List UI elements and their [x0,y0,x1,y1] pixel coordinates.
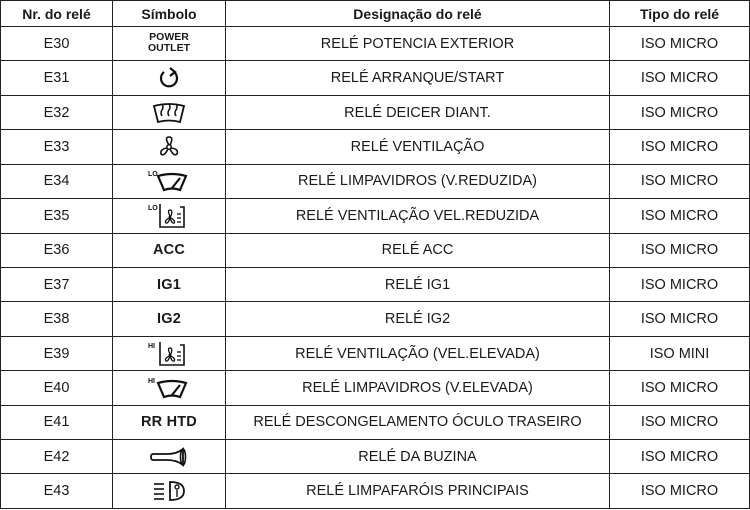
relay-type: ISO MICRO [610,440,750,474]
relay-designation: RELÉ DESCONGELAMENTO ÓCULO TRASEIRO [226,405,610,439]
symbol-label: ACC [152,242,185,259]
table-row [1,233,750,267]
start-arrow-icon [155,66,183,90]
table-row [1,440,750,474]
relay-number: E38 [1,302,113,336]
headlamp-washer-icon [150,479,188,503]
relay-type: ISO MICRO [610,61,750,95]
relay-number: E39 [1,336,113,370]
relay-type: ISO MICRO [610,130,750,164]
svg-text:LO: LO [148,171,158,179]
relay-type: ISO MICRO [610,302,750,336]
radiator-fan-hi-icon [146,341,192,367]
relay-symbol [113,405,226,439]
table-row [1,405,750,439]
relay-number: E35 [1,199,113,233]
relay-type: ISO MICRO [610,27,750,61]
relay-symbol [113,440,226,474]
fan-icon [156,135,182,159]
relay-symbol [113,164,226,198]
relay-designation: RELÉ VENTILAÇÃO [226,130,610,164]
table-row [1,164,750,198]
relay-designation: RELÉ LIMPAVIDROS (V.ELEVADA) [226,371,610,405]
table-row [1,302,750,336]
relay-type: ISO MICRO [610,199,750,233]
relay-designation: RELÉ IG2 [226,302,610,336]
symbol-label [148,32,190,54]
relay-number: E34 [1,164,113,198]
relay-number: E31 [1,61,113,95]
svg-text:HI: HI [148,342,155,350]
relay-type: ISO MICRO [610,164,750,198]
symbol-label-line2: OUTLET [148,42,190,55]
relay-symbol [113,233,226,267]
relay-symbol [113,27,226,61]
relay-designation: RELÉ DEICER DIANT. [226,95,610,129]
relay-type: ISO MICRO [610,233,750,267]
wiper-hi-icon [146,376,192,400]
relay-symbol [113,199,226,233]
relay-designation: RELÉ LIMPAVIDROS (V.REDUZIDA) [226,164,610,198]
table-row [1,474,750,509]
svg-text:HI: HI [148,377,155,385]
table-row [1,267,750,301]
relay-symbol [113,267,226,301]
relay-designation: RELÉ ACC [226,233,610,267]
relay-number: E42 [1,440,113,474]
relay-number: E30 [1,27,113,61]
relay-symbol [113,474,226,509]
header-row [1,1,750,27]
relay-designation: RELÉ DA BUZINA [226,440,610,474]
relay-type: ISO MICRO [610,474,750,509]
table-row [1,199,750,233]
relay-designation: RELÉ VENTILAÇÃO (VEL.ELEVADA) [226,336,610,370]
table-row [1,371,750,405]
symbol-label: IG2 [157,311,181,328]
relay-type: ISO MICRO [610,405,750,439]
table-row [1,336,750,370]
header-symbol: Símbolo [113,1,226,27]
relay-number: E36 [1,233,113,267]
relay-symbol [113,61,226,95]
table-row [1,130,750,164]
relay-symbol [113,95,226,129]
relay-type: ISO MICRO [610,371,750,405]
relay-symbol [113,302,226,336]
header-number: Nr. do relé [1,1,113,27]
symbol-label-line1: POWER [149,31,189,44]
relay-number: E33 [1,130,113,164]
relay-designation: RELÉ POTENCIA EXTERIOR [226,27,610,61]
relay-number: E40 [1,371,113,405]
relay-type: ISO MINI [610,336,750,370]
symbol-label: RR HTD [141,414,197,431]
table-row [1,61,750,95]
relay-type: ISO MICRO [610,95,750,129]
horn-icon [149,446,189,468]
relay-symbol [113,130,226,164]
relay-designation: RELÉ ARRANQUE/START [226,61,610,95]
relay-number: E43 [1,474,113,509]
relay-number: E32 [1,95,113,129]
relay-designation: RELÉ VENTILAÇÃO VEL.REDUZIDA [226,199,610,233]
windshield-defrost-icon [151,101,187,125]
relay-designation: RELÉ LIMPAFARÓIS PRINCIPAIS [226,474,610,509]
header-type: Tipo do relé [610,1,750,27]
relay-designation: RELÉ IG1 [226,267,610,301]
symbol-label: IG1 [157,276,181,293]
wiper-lo-icon [146,169,192,193]
table-row [1,27,750,61]
radiator-fan-lo-icon [146,203,192,229]
relay-number: E41 [1,405,113,439]
relay-type: ISO MICRO [610,267,750,301]
relay-number: E37 [1,267,113,301]
table-row [1,95,750,129]
relay-symbol [113,336,226,370]
header-designation: Designação do relé [226,1,610,27]
svg-text:LO: LO [148,204,158,212]
relay-symbol [113,371,226,405]
